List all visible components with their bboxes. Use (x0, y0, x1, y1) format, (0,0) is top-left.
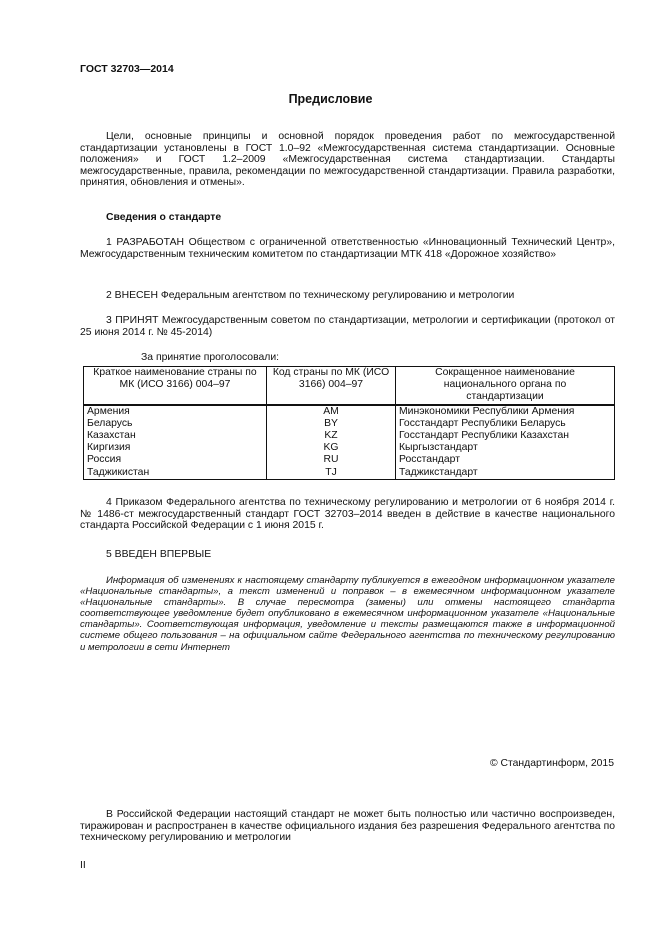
standards-body-cell: Таджикстандарт (396, 467, 615, 480)
standards-body-cell: Росстандарт (396, 454, 615, 466)
country-code-cell: KZ (267, 430, 396, 442)
standards-body-cell: Госстандарт Республики Беларусь (396, 418, 615, 430)
item-2: 2 ВНЕСЕН Федеральным агентством по техническому регулированию и метрологии (106, 290, 515, 301)
country-code-cell: BY (267, 418, 396, 430)
table-row (84, 430, 615, 442)
country-name-cell: Беларусь (84, 418, 267, 430)
country-name-cell: Россия (84, 454, 267, 466)
column-header: Краткое наименование страны по МК (ИСО 3166) 004–97 (84, 367, 267, 405)
page-number: II (80, 860, 86, 871)
table-row (84, 454, 615, 466)
country-code-cell: RU (267, 454, 396, 466)
country-name-cell: Таджикистан (84, 467, 267, 480)
standards-body-cell: Минэкономики Республики Армения (396, 405, 615, 418)
intro-paragraph: Цели, основные принципы и основной порядок проведения работ по межгосударственной стандартизации установлены в ГОСТ 1.0–92 «Межгосударственная система стандартизации. Основные положения» и ГОСТ 1.2–2009 «Межгосударственная система стандартизации. Стандарты межгосударственные, правила, рекомендации по межгосударственной стандартизации. Правила разработки, принятия, обновления и отмены». (80, 131, 615, 189)
column-header: Сокращенное наименование национального органа по стандартизации (396, 367, 615, 405)
country-code-cell: AM (267, 405, 396, 418)
country-name-cell: Армения (84, 405, 267, 418)
table-row (84, 467, 615, 480)
item-4: 4 Приказом Федерального агентства по техническому регулированию и метрологии от 6 ноября 2014 г. № 1486-ст межгосударственный стандарт ГОСТ 32703–2014 введен в действие в качестве национального стандарта Российской Федерации с 1 июня 2015 г. (80, 497, 615, 532)
country-code-cell: TJ (267, 467, 396, 480)
item-1: 1 РАЗРАБОТАН Обществом с ограниченной ответственностью «Инновационный Технический Центр», Межгосударственным техническим комитетом по стандартизации МТК 418 «Дорожное хозяйство» (80, 237, 615, 260)
notice-paragraph: Информация об изменениях к настоящему стандарту публикуется в ежегодном информационном указателе «Национальные стандарты», а текст изменений и поправок – в ежемесячном информационном указателе «Национальные стандарты». В случае пересмотра (замены) или отмены настоящего стандарта соответствующее уведомление будет опубликовано в ежемесячном информационном указателе «Национальные стандарты». Соответствующая информация, уведомление и тексты размещаются также в информационной системе общего пользования – на официальном сайте Федерального агентства по техническому регулированию и метрологии в сети Интернет (80, 575, 615, 653)
country-code-cell: KG (267, 442, 396, 454)
reproduction-notice: В Российской Федерации настоящий стандарт не может быть полностью или частично воспроизведен, тиражирован и распространен в качестве официального издания без разрешения Федерального агентства по техническому регулированию и метрологии (80, 809, 615, 844)
table-row (84, 418, 615, 430)
country-name-cell: Казахстан (84, 430, 267, 442)
item-3: 3 ПРИНЯТ Межгосударственным советом по стандартизации, метрологии и сертификации (протокол от 25 июня 2014 г. № 45-2014) (80, 315, 615, 338)
section-heading: Сведения о стандарте (106, 212, 222, 223)
item-5: 5 ВВЕДЕН ВПЕРВЫЕ (106, 549, 212, 560)
voting-table (83, 366, 615, 480)
table-row (84, 442, 615, 454)
table-row (84, 405, 615, 418)
table-caption: За принятие проголосовали: (141, 352, 280, 363)
table-header-row (84, 367, 615, 405)
copyright: © Стандартинформ, 2015 (489, 758, 614, 769)
standards-body-cell: Госстандарт Республики Казахстан (396, 430, 615, 442)
column-header: Код страны по МК (ИСО 3166) 004–97 (267, 367, 396, 405)
standards-body-cell: Кыргызстандарт (396, 442, 615, 454)
page-title: Предисловие (288, 92, 373, 106)
document-header: ГОСТ 32703—2014 (80, 63, 174, 75)
country-name-cell: Киргизия (84, 442, 267, 454)
